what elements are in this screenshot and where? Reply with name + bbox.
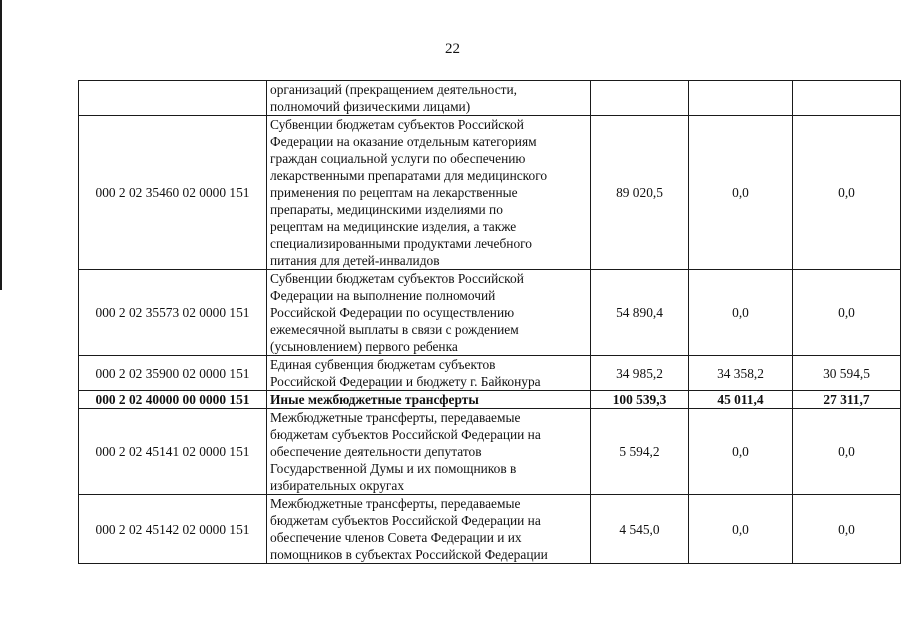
amount-cell-year-2: 45 011,4: [689, 391, 793, 409]
amount-cell-year-2: 0,0: [689, 270, 793, 356]
amount-cell-year-1: [591, 81, 689, 116]
description-cell: [267, 409, 591, 495]
description-line: Иные межбюджетные трансферты: [270, 392, 479, 407]
amount-cell-year-1: 54 890,4: [591, 270, 689, 356]
description-line: полномочий физическими лицами): [270, 99, 471, 114]
budget-code-cell: 000 2 02 35573 02 0000 151: [79, 270, 267, 356]
description-line: Субвенции бюджетам субъектов Российской: [270, 117, 524, 132]
amount-cell-year-2: 0,0: [689, 116, 793, 270]
description-line: ежемесячной выплаты в связи с рождением: [270, 322, 519, 337]
description-line: помощников в субъектах Российской Федерации: [270, 547, 548, 562]
description-line: Российской Федерации и бюджету г. Байконура: [270, 374, 541, 389]
description-line: препараты, медицинскими изделиями по: [270, 202, 503, 217]
amount-cell-year-1: 34 985,2: [591, 356, 689, 391]
description-line: бюджетам субъектов Российской Федерации на: [270, 513, 541, 528]
description-line: Российской Федерации по осуществлению: [270, 305, 515, 320]
description-line: организаций (прекращением деятельности,: [270, 82, 518, 97]
amount-cell-year-1: 89 020,5: [591, 116, 689, 270]
description-cell: [267, 356, 591, 391]
amount-cell-year-3: 0,0: [793, 409, 901, 495]
description-line: Единая субвенция бюджетам субъектов: [270, 357, 496, 372]
description-line: обеспечение деятельности депутатов: [270, 444, 482, 459]
amount-cell-year-2: 0,0: [689, 409, 793, 495]
table-row: [79, 81, 901, 116]
amount-cell-year-2: [689, 81, 793, 116]
description-cell: [267, 270, 591, 356]
description-cell: [267, 81, 591, 116]
table-row: [79, 270, 901, 356]
description-line: применения по рецептам на лекарственные: [270, 185, 518, 200]
description-line: избирательных округах: [270, 478, 405, 493]
amount-cell-year-3: 0,0: [793, 270, 901, 356]
description-cell: [267, 495, 591, 564]
table-row: [79, 116, 901, 270]
description-line: Субвенции бюджетам субъектов Российской: [270, 271, 524, 286]
budget-code-cell: 000 2 02 45142 02 0000 151: [79, 495, 267, 564]
description-line: Федерации на оказание отдельным категориям: [270, 134, 537, 149]
description-line: лекарственными препаратами для медицинского: [270, 168, 548, 183]
amount-cell-year-3: [793, 81, 901, 116]
amount-cell-year-3: 27 311,7: [793, 391, 901, 409]
description-line: Федерации на выполнение полномочий: [270, 288, 496, 303]
description-line: Государственной Думы и их помощников в: [270, 461, 517, 476]
amount-cell-year-1: 4 545,0: [591, 495, 689, 564]
amount-cell-year-3: 0,0: [793, 495, 901, 564]
description-line: Межбюджетные трансферты, передаваемые: [270, 410, 521, 425]
description-line: граждан социальной услуги по обеспечению: [270, 151, 526, 166]
table-row: [79, 356, 901, 391]
budget-code-cell: [79, 81, 267, 116]
amount-cell-year-1: 100 539,3: [591, 391, 689, 409]
description-line: рецептам на медицинские изделия, а также: [270, 219, 517, 234]
budget-code-cell: 000 2 02 35900 02 0000 151: [79, 356, 267, 391]
budget-table-body: [79, 81, 901, 564]
amount-cell-year-3: 30 594,5: [793, 356, 901, 391]
budget-code-cell: 000 2 02 35460 02 0000 151: [79, 116, 267, 270]
description-line: питания для детей-инвалидов: [270, 253, 440, 268]
amount-cell-year-2: 34 358,2: [689, 356, 793, 391]
budget-table: [78, 80, 901, 564]
budget-code-cell: 000 2 02 40000 00 0000 151: [79, 391, 267, 409]
description-line: бюджетам субъектов Российской Федерации на: [270, 427, 541, 442]
amount-cell-year-1: 5 594,2: [591, 409, 689, 495]
amount-cell-year-2: 0,0: [689, 495, 793, 564]
description-line: Межбюджетные трансферты, передаваемые: [270, 496, 521, 511]
description-line: (усыновлением) первого ребенка: [270, 339, 458, 354]
amount-cell-year-3: 0,0: [793, 116, 901, 270]
table-row: [79, 409, 901, 495]
description-cell: [267, 116, 591, 270]
table-row: [79, 391, 901, 409]
description-cell: [267, 391, 591, 409]
table-row: [79, 495, 901, 564]
page-number: 22: [445, 41, 460, 57]
budget-code-cell: 000 2 02 45141 02 0000 151: [79, 409, 267, 495]
description-line: специализированными продуктами лечебного: [270, 236, 532, 251]
description-line: обеспечение членов Совета Федерации и их: [270, 530, 522, 545]
